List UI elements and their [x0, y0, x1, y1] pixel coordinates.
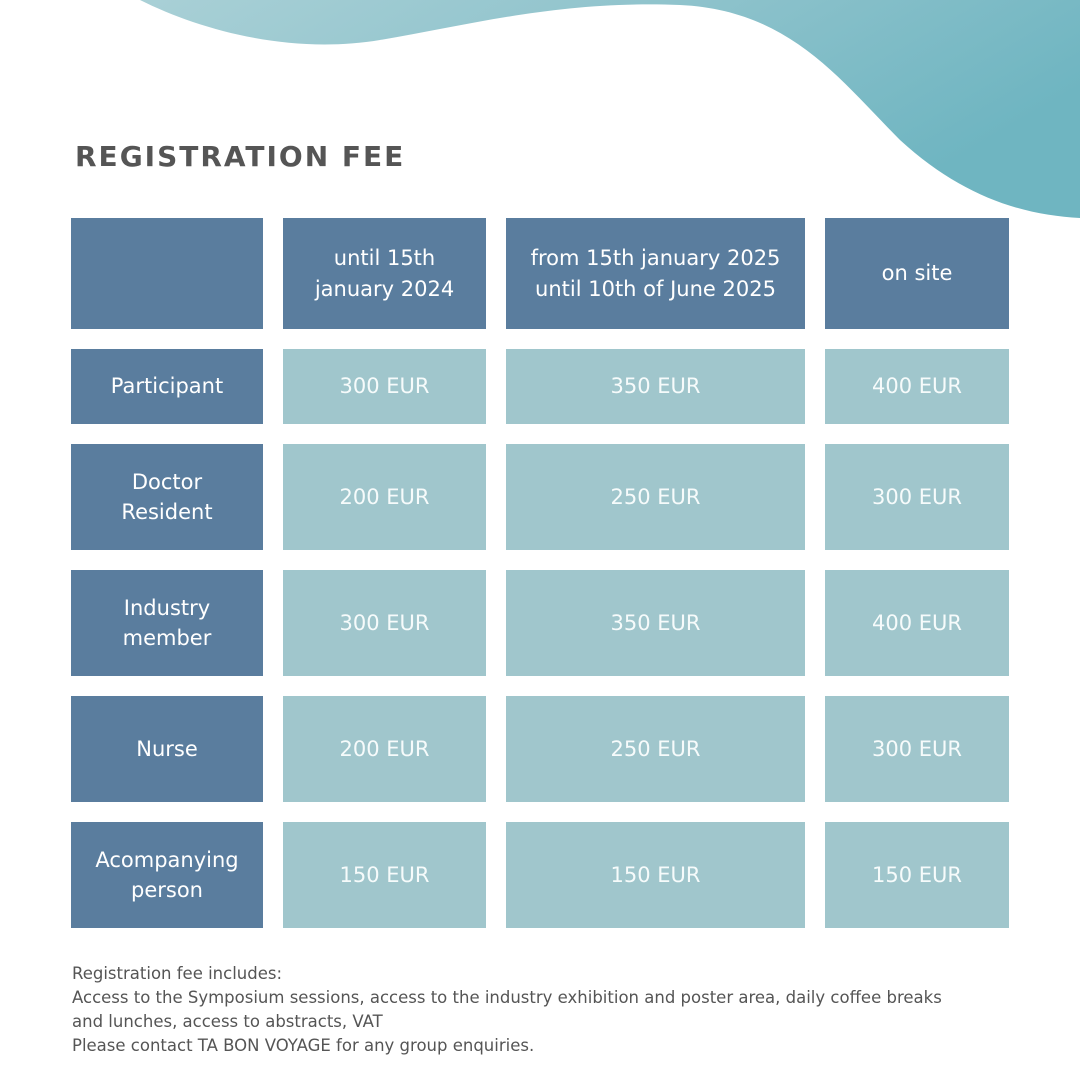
row-label: Doctor Resident [71, 444, 263, 550]
column-header: on site [825, 218, 1009, 329]
fee-cell: 150 EUR [506, 822, 805, 928]
fee-cell: 150 EUR [283, 822, 486, 928]
fee-cell: 200 EUR [283, 444, 486, 550]
header-corner-cell [71, 218, 263, 329]
fee-cell: 350 EUR [506, 349, 805, 424]
footer-notes [72, 962, 972, 1058]
page-title: REGISTRATION FEE [75, 140, 406, 173]
footer-line: Access to the Symposium sessions, access to the industry exhibition and poster area, daily coffee breaks [72, 988, 942, 1007]
decorative-wave [0, 0, 1080, 230]
row-label: Nurse [71, 696, 263, 802]
row-label: Industry member [71, 570, 263, 676]
fee-cell: 400 EUR [825, 349, 1009, 424]
row-label: Participant [71, 349, 263, 424]
fee-cell: 200 EUR [283, 696, 486, 802]
fee-cell: 350 EUR [506, 570, 805, 676]
fee-cell: 250 EUR [506, 696, 805, 802]
fee-cell: 400 EUR [825, 570, 1009, 676]
footer-line: and lunches, access to abstracts, VAT [72, 1012, 383, 1031]
fee-cell: 300 EUR [283, 349, 486, 424]
fee-cell: 300 EUR [825, 444, 1009, 550]
column-header: from 15th january 2025 until 10th of June 2025 [506, 218, 805, 329]
fee-cell: 250 EUR [506, 444, 805, 550]
footer-line: Registration fee includes: [72, 964, 283, 983]
row-label: Acompanying person [71, 822, 263, 928]
column-header: until 15th january 2024 [283, 218, 486, 329]
fee-cell: 300 EUR [283, 570, 486, 676]
fee-cell: 300 EUR [825, 696, 1009, 802]
footer-line: Please contact TA BON VOYAGE for any group enquiries. [72, 1036, 535, 1055]
fee-cell: 150 EUR [825, 822, 1009, 928]
